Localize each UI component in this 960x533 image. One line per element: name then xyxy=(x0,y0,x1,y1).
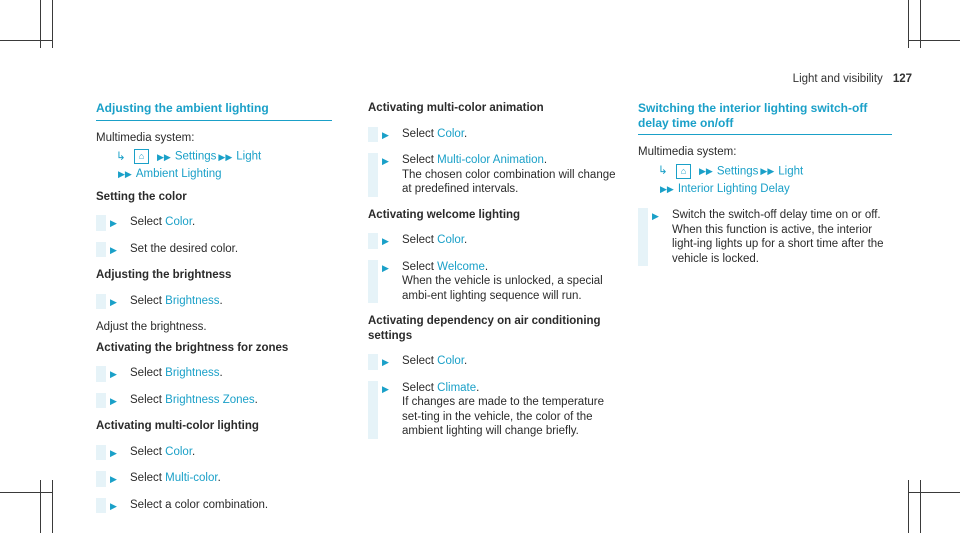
step-arrow-icon: ▶ xyxy=(382,156,389,166)
menu-light[interactable]: Light xyxy=(778,165,804,178)
link-brightness-zones[interactable]: Brightness Zones xyxy=(165,393,255,406)
crop-mark xyxy=(52,480,53,533)
step: ▶ Select a color combination. xyxy=(96,498,332,514)
step: ▶ Select Color. xyxy=(368,233,618,249)
note: Adjust the brightness. xyxy=(96,321,207,334)
link-color[interactable]: Color xyxy=(437,234,465,246)
step: ▶ Switch the switch-off delay time on or off. When this function is active, the interior light-ing lights up for a short time after the vehicle is locked. xyxy=(638,208,892,266)
link-color[interactable]: Color xyxy=(165,216,193,229)
step: ▶ Select Brightness. xyxy=(96,366,332,382)
step-arrow-icon: ▶ xyxy=(110,296,117,307)
step-arrow-icon: ▶ xyxy=(382,262,389,273)
step: ▶ Select Multi-color. xyxy=(96,471,332,487)
chevron-icon: ▶▶ xyxy=(760,166,775,177)
crop-mark xyxy=(0,40,52,41)
return-arrow-icon: ↳ xyxy=(658,165,668,178)
step: ▶ Select Color. xyxy=(368,127,618,143)
crop-mark xyxy=(0,492,52,493)
menu-light[interactable]: Light xyxy=(236,150,262,163)
column-3 xyxy=(638,101,892,277)
step: ▶ Select Brightness Zones. xyxy=(96,393,332,409)
step-arrow-icon: ▶ xyxy=(110,218,117,229)
step-arrow-icon: ▶ xyxy=(652,211,659,222)
section-title: Switching the interior lighting switch-off delay time on/off xyxy=(638,101,892,135)
crop-mark xyxy=(40,480,41,533)
step-arrow-icon: ▶ xyxy=(110,244,117,255)
subheading: Activating dependency on air conditioning settings xyxy=(368,315,601,342)
step: ▶ Select Color. xyxy=(368,354,618,370)
chevron-icon: ▶▶ xyxy=(660,183,674,194)
intro: Multimedia system: xyxy=(96,131,195,144)
step: ▶ Select Welcome. When the vehicle is unlocked, a special ambi-ent lighting sequence will run. xyxy=(368,260,618,304)
step-arrow-icon: ▶ xyxy=(110,447,117,458)
page-header xyxy=(793,73,912,85)
chevron-icon: ▶▶ xyxy=(218,151,233,162)
crop-mark xyxy=(908,40,960,41)
chevron-icon: ▶▶ xyxy=(118,169,132,180)
step: ▶ Select Color. xyxy=(96,215,332,231)
step: ▶ Select Climate. If changes are made to the temperature set-ting in the vehicle, the color of the ambient lighting will change briefly. xyxy=(368,381,618,439)
crop-mark xyxy=(920,480,921,533)
link-color[interactable]: Color xyxy=(437,127,465,140)
menu-path xyxy=(638,164,892,179)
return-arrow-icon: ↳ xyxy=(116,150,126,163)
link-brightness[interactable]: Brightness xyxy=(165,367,220,380)
column-2 xyxy=(368,101,618,450)
subheading: Activating the brightness for zones xyxy=(96,341,289,354)
menu-path xyxy=(638,182,892,197)
page-number: 127 xyxy=(892,73,912,85)
chevron-icon: ▶▶ xyxy=(699,166,713,177)
step: ▶ Select Multi-color Animation. The chosen color combination will change at predefined intervals. xyxy=(368,153,618,197)
menu-settings[interactable]: Settings xyxy=(174,150,217,163)
header-title: Light and visibility xyxy=(792,73,883,85)
column-1 xyxy=(96,101,332,524)
menu-interior-lighting-delay[interactable]: Interior Lighting Delay xyxy=(677,182,790,195)
subheading: Activating welcome lighting xyxy=(368,208,521,221)
subheading: Setting the color xyxy=(96,190,187,203)
step-arrow-icon: ▶ xyxy=(382,129,389,140)
crop-mark xyxy=(52,0,53,48)
subheading: Adjusting the brightness xyxy=(96,269,232,282)
step-arrow-icon: ▶ xyxy=(382,236,389,246)
crop-mark xyxy=(908,480,909,533)
subheading: Activating multi-color lighting xyxy=(96,420,259,433)
home-icon: ⌂ xyxy=(134,149,149,164)
step: ▶ Select Color. xyxy=(96,445,332,461)
menu-ambient-lighting[interactable]: Ambient Lighting xyxy=(135,168,222,181)
step-arrow-icon: ▶ xyxy=(110,395,117,406)
link-climate[interactable]: Climate xyxy=(437,381,477,394)
step-arrow-icon: ▶ xyxy=(110,500,117,511)
menu-settings[interactable]: Settings xyxy=(716,165,759,178)
link-welcome[interactable]: Welcome xyxy=(437,260,485,273)
link-color[interactable]: Color xyxy=(437,355,465,367)
link-multi-color[interactable]: Multi-color xyxy=(165,472,218,485)
home-icon: ⌂ xyxy=(676,164,691,179)
step-arrow-icon: ▶ xyxy=(382,383,389,394)
intro: Multimedia system: xyxy=(638,146,737,158)
link-multi-color-animation[interactable]: Multi-color Animation xyxy=(437,154,544,166)
menu-path xyxy=(96,149,332,164)
step: ▶ Set the desired color. xyxy=(96,242,332,258)
step-arrow-icon: ▶ xyxy=(110,474,117,485)
menu-path xyxy=(96,167,332,182)
link-brightness[interactable]: Brightness xyxy=(165,294,220,307)
section-title: Adjusting the ambient lighting xyxy=(96,101,332,121)
step-arrow-icon: ▶ xyxy=(382,357,389,367)
step-arrow-icon: ▶ xyxy=(110,369,117,380)
subheading: Activating multi-color animation xyxy=(368,102,544,114)
step: ▶ Select Brightness. xyxy=(96,294,332,310)
chevron-icon: ▶▶ xyxy=(157,151,171,162)
crop-mark xyxy=(908,492,960,493)
link-color[interactable]: Color xyxy=(165,445,193,458)
